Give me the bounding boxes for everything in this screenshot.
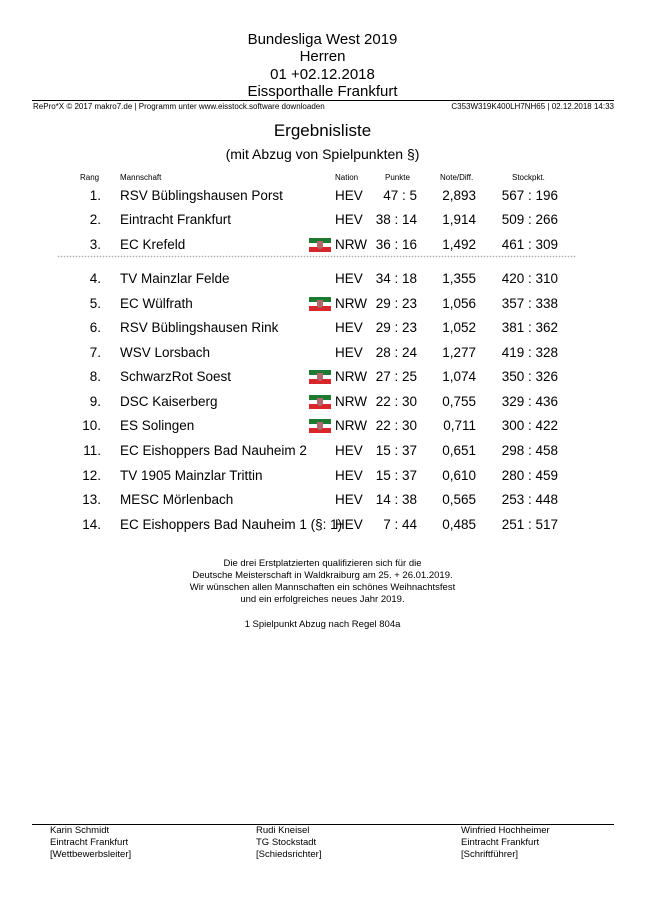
col-header-points: Punkte <box>385 173 410 182</box>
table-row <box>0 343 645 363</box>
qualification-separator <box>57 255 576 258</box>
table-row <box>0 515 645 535</box>
team-cell: RSV Büblingshausen Porst <box>120 188 283 203</box>
document-id-timestamp: C353W319K400LH7NH65 | 02.12.2018 14:33 <box>451 102 614 111</box>
nation-cell: HEV <box>335 320 363 335</box>
note-diff-cell: 1,056 <box>442 296 476 311</box>
stock-points-cell: 280 : 459 <box>501 468 558 483</box>
team-cell: EC Eishoppers Bad Nauheim 1 (§: 1) <box>120 517 343 532</box>
penalty-note: 1 Spielpunkt Abzug nach Regel 804a <box>244 619 401 630</box>
rank-cell: 4. <box>89 271 101 286</box>
note-diff-cell: 0,565 <box>442 492 476 507</box>
table-row <box>0 186 645 206</box>
stock-points-cell: 461 : 309 <box>501 237 558 252</box>
col-header-note: Note/Diff. <box>440 173 474 182</box>
stock-points-cell: 357 : 338 <box>501 296 558 311</box>
table-row <box>0 210 645 230</box>
note-diff-cell: 1,355 <box>442 271 476 286</box>
table-row <box>0 416 645 436</box>
note-diff-cell: 1,492 <box>442 237 476 252</box>
signature-role: [Schriftführer] <box>461 849 519 860</box>
nrw-flag-icon <box>309 238 331 252</box>
note-line: Wir wünschen allen Mannschaften ein schönes Weihnachtsfest <box>189 582 456 593</box>
signature-block-referee <box>256 825 321 861</box>
note-line: Die drei Erstplatzierten qualifizieren sich für die <box>223 558 422 569</box>
note-diff-cell: 0,711 <box>443 418 476 433</box>
points-cell: 29 : 23 <box>375 296 417 311</box>
team-cell: RSV Büblingshausen Rink <box>120 320 279 335</box>
team-cell: WSV Lorsbach <box>120 345 211 360</box>
stock-points-cell: 329 : 436 <box>501 394 558 409</box>
table-row <box>0 466 645 486</box>
stock-points-cell: 509 : 266 <box>501 212 558 227</box>
rank-cell: 2. <box>89 212 101 227</box>
team-cell: EC Eishoppers Bad Nauheim 2 <box>120 443 307 458</box>
signature-name: Rudi Kneisel <box>256 825 310 836</box>
nrw-flag-icon <box>309 419 331 433</box>
points-cell: 15 : 37 <box>375 468 417 483</box>
signature-name: Karin Schmidt <box>50 825 110 836</box>
nation-cell: HEV <box>335 492 363 507</box>
table-row <box>0 392 645 412</box>
nrw-flag-icon <box>309 395 331 409</box>
note-diff-cell: 0,651 <box>442 443 476 458</box>
page-subtitle: (mit Abzug von Spielpunkten §) <box>225 146 420 162</box>
nation-cell: HEV <box>335 271 363 286</box>
table-row <box>0 367 645 387</box>
col-header-rank: Rang <box>80 173 100 182</box>
points-cell: 14 : 38 <box>375 492 417 507</box>
nation-cell: HEV <box>335 212 363 227</box>
points-cell: 22 : 30 <box>375 394 417 409</box>
note-diff-cell: 1,277 <box>442 345 476 360</box>
nation-cell: NRW <box>335 237 367 252</box>
rank-cell: 12. <box>82 468 101 483</box>
points-cell: 15 : 37 <box>375 443 417 458</box>
signature-block-competition-leader <box>50 825 131 861</box>
team-cell: DSC Kaiserberg <box>120 394 218 409</box>
nation-cell: HEV <box>335 188 363 203</box>
table-row <box>0 490 645 510</box>
category-title: Herren <box>299 48 346 65</box>
venue-title: Eissporthalle Frankfurt <box>247 83 398 100</box>
league-title: Bundesliga West 2019 <box>247 31 398 48</box>
nrw-flag-icon <box>309 370 331 384</box>
header-rule <box>32 100 614 101</box>
points-cell: 22 : 30 <box>375 418 417 433</box>
signature-role: [Schiedsrichter] <box>256 849 322 860</box>
rank-cell: 14. <box>82 517 101 532</box>
note-diff-cell: 1,914 <box>442 212 476 227</box>
rank-cell: 6. <box>89 320 101 335</box>
team-cell: TV 1905 Mainzlar Trittin <box>120 468 263 483</box>
team-cell: MESC Mörlenbach <box>120 492 234 507</box>
nrw-flag-icon <box>309 297 331 311</box>
table-row <box>0 318 645 338</box>
stock-points-cell: 381 : 362 <box>501 320 558 335</box>
table-row <box>0 294 645 314</box>
stock-points-cell: 419 : 328 <box>501 345 558 360</box>
points-cell: 27 : 25 <box>375 369 417 384</box>
nation-cell: NRW <box>335 296 367 311</box>
rank-cell: 5. <box>89 296 101 311</box>
note-diff-cell: 2,893 <box>442 188 476 203</box>
signature-club: Eintracht Frankfurt <box>50 837 129 848</box>
note-diff-cell: 1,052 <box>442 320 476 335</box>
stock-points-cell: 253 : 448 <box>501 492 558 507</box>
nation-cell: NRW <box>335 369 367 384</box>
stock-points-cell: 567 : 196 <box>501 188 558 203</box>
round-date: 01 +02.12.2018 <box>270 66 375 83</box>
stock-points-cell: 251 : 517 <box>501 517 558 532</box>
stock-points-cell: 300 : 422 <box>501 418 558 433</box>
signature-club: Eintracht Frankfurt <box>461 837 540 848</box>
points-cell: 36 : 16 <box>375 237 417 252</box>
rank-cell: 8. <box>89 369 101 384</box>
nation-cell: HEV <box>335 517 363 532</box>
note-diff-cell: 0,755 <box>442 394 476 409</box>
rank-cell: 7. <box>89 345 101 360</box>
signature-role: [Wettbewerbsleiter] <box>50 849 132 860</box>
rank-cell: 3. <box>89 237 101 252</box>
team-cell: Eintracht Frankfurt <box>120 212 232 227</box>
team-cell: ES Solingen <box>120 418 195 433</box>
stock-points-cell: 298 : 458 <box>501 443 558 458</box>
col-header-nation: Nation <box>335 173 359 182</box>
nation-cell: NRW <box>335 418 367 433</box>
points-cell: 29 : 23 <box>375 320 417 335</box>
rank-cell: 11. <box>83 443 101 458</box>
rank-cell: 13. <box>82 492 101 507</box>
rank-cell: 1. <box>89 188 101 203</box>
table-row <box>0 235 645 255</box>
points-cell: 34 : 18 <box>375 271 417 286</box>
note-diff-cell: 0,610 <box>442 468 476 483</box>
team-cell: SchwarzRot Soest <box>120 369 232 384</box>
table-row <box>0 269 645 289</box>
col-header-team: Mannschaft <box>120 173 162 182</box>
stock-points-cell: 420 : 310 <box>501 271 558 286</box>
points-cell: 7 : 44 <box>383 517 417 532</box>
points-cell: 28 : 24 <box>375 345 417 360</box>
points-cell: 47 : 5 <box>383 188 417 203</box>
signature-name: Winfried Hochheimer <box>461 825 550 836</box>
table-row <box>0 441 645 461</box>
rank-cell: 9. <box>89 394 101 409</box>
stock-points-cell: 350 : 326 <box>501 369 558 384</box>
team-cell: EC Krefeld <box>120 237 186 252</box>
note-line: und ein erfolgreiches neues Jahr 2019. <box>240 594 405 605</box>
signature-club: TG Stockstadt <box>256 837 317 848</box>
page-title: Ergebnisliste <box>273 121 372 140</box>
software-info: RePro*X © 2017 makro7.de | Programm unter www.eisstock.software downloaden <box>33 102 325 111</box>
nation-cell: HEV <box>335 468 363 483</box>
note-diff-cell: 1,074 <box>442 369 476 384</box>
note-diff-cell: 0,485 <box>442 517 476 532</box>
col-header-stock: Stockpkt. <box>512 173 545 182</box>
nation-cell: HEV <box>335 443 363 458</box>
rank-cell: 10. <box>82 418 101 433</box>
points-cell: 38 : 14 <box>375 212 417 227</box>
nation-cell: NRW <box>335 394 367 409</box>
team-cell: EC Wülfrath <box>120 296 193 311</box>
signature-block-secretary <box>461 825 550 861</box>
nation-cell: HEV <box>335 345 363 360</box>
team-cell: TV Mainzlar Felde <box>120 271 230 286</box>
note-line: Deutsche Meisterschaft in Waldkraiburg am 25. + 26.01.2019. <box>192 570 453 581</box>
